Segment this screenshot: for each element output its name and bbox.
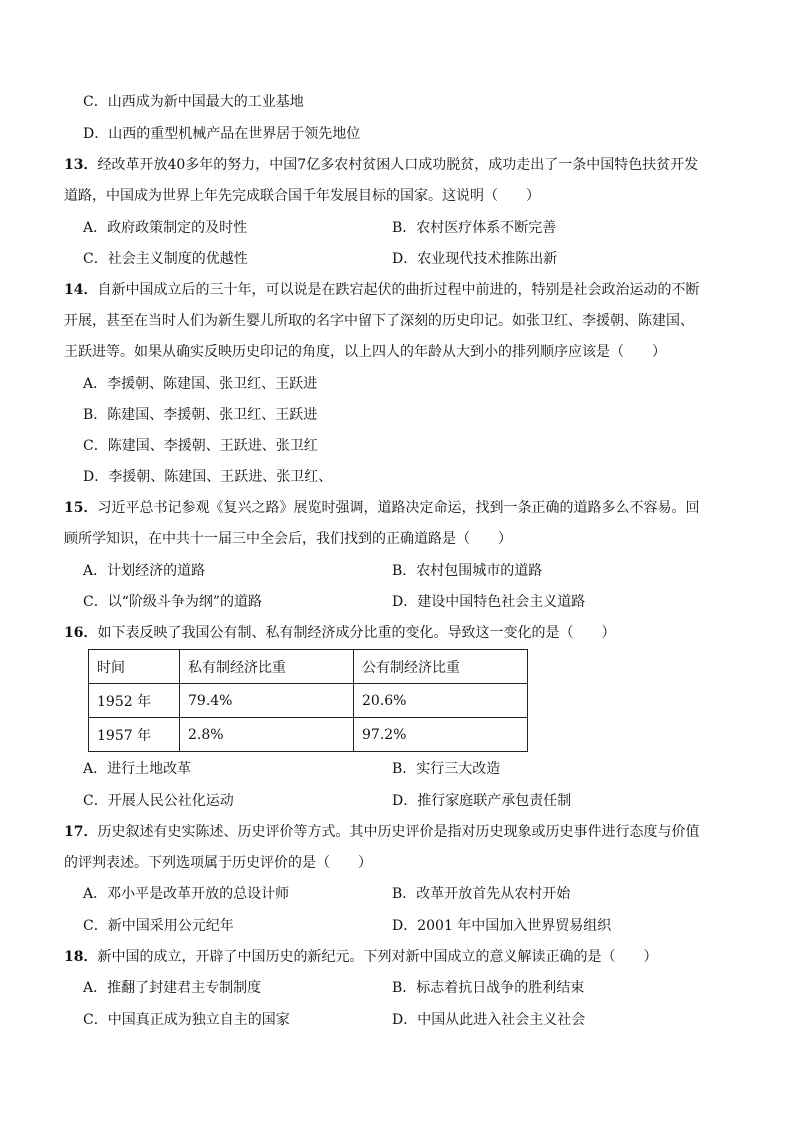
- economy-ratio-table: [88, 649, 528, 752]
- table-cell: 2.8%: [180, 718, 354, 752]
- q18-option-b: B．标志着抗日战争的胜利结束: [392, 980, 585, 996]
- q15-option-c: C．以“阶级斗争为纲”的道路: [83, 594, 263, 610]
- q13-stem-text-1: 经改革开放40多年的努力，中国7亿多农村贫困人口成功脱贫，成功走出了一条中国特色扶贫开发: [97, 157, 699, 173]
- q18-stem-text-1: 新中国的成立，开辟了中国历史的新纪元。下列对新中国成立的意义解读正确的是（ ）: [97, 949, 658, 965]
- table-header-row: [89, 650, 528, 684]
- q15-option-d: D．建设中国特色社会主义道路: [392, 594, 586, 610]
- table-row: [89, 684, 528, 718]
- q16-number: 16．: [64, 625, 98, 641]
- q14-option-d: D．李援朝、陈建国、王跃进、张卫红、: [83, 469, 333, 485]
- q18-option-c: C．中国真正成为独立自主的国家: [83, 1012, 290, 1028]
- q17-stem-line-2: 的评判表述。下列选项属于历史评价的是（ ）: [64, 855, 372, 871]
- q16-option-c: C．开展人民公社化运动: [83, 793, 234, 809]
- q17-option-d: D．2001 年中国加入世界贸易组织: [392, 918, 612, 934]
- q17-stem-text-1: 历史叙述有史实陈述、历史评价等方式。其中历史评价是指对历史现象或历史事件进行态度与价值: [97, 824, 700, 840]
- table-cell: 1952 年: [89, 684, 180, 718]
- q13-option-b: B．农村医疗体系不断完善: [392, 220, 557, 236]
- q18-number: 18．: [64, 949, 98, 965]
- q18-option-d: D．中国从此进入社会主义社会: [392, 1012, 586, 1028]
- q12-option-d: D．山西的重型机械产品在世界居于领先地位: [83, 126, 361, 142]
- table-header-cell: 私有制经济比重: [180, 650, 354, 684]
- q16-option-b: B．实行三大改造: [392, 761, 501, 777]
- q18-stem-line-1: [64, 947, 657, 967]
- q14-option-c: C．陈建国、李援朝、王跃进、张卫红: [83, 438, 318, 454]
- table-row: [89, 718, 528, 752]
- q13-stem-line-2: 道路，中国成为世界上年先完成联合国千年发展目标的国家。这说明（ ）: [64, 188, 540, 204]
- table-header-cell: 公有制经济比重: [354, 650, 528, 684]
- table-cell: 79.4%: [180, 684, 354, 718]
- table-cell: 1957 年: [89, 718, 180, 752]
- q13-stem-line-1: [64, 155, 698, 175]
- q17-option-c: C．新中国采用公元纪年: [83, 918, 234, 934]
- q14-option-b: B．陈建国、李援朝、张卫红、王跃进: [83, 407, 318, 423]
- q14-option-a: A．李援朝、陈建国、张卫红、王跃进: [83, 376, 318, 392]
- q14-stem-text-1: 自新中国成立后的三十年，可以说是在跌宕起伏的曲折过程中前进的，特别是社会政治运动的不断: [97, 282, 700, 298]
- q14-stem-line-2: 开展，甚至在当时人们为新生婴儿所取的名字中留下了深刻的历史印记。如张卫红、李援朝、陈建国、: [64, 313, 694, 329]
- q15-stem-text-1: 习近平总书记参观《复兴之路》展览时强调，道路决定命运，找到一条正确的道路多么不容易。回: [97, 500, 700, 516]
- table-header-cell: 时间: [89, 650, 180, 684]
- q17-number: 17．: [64, 824, 98, 840]
- q18-option-a: A．推翻了封建君主专制制度: [83, 980, 262, 996]
- q14-stem-line-3: 王跃进等。如果从确实反映历史印记的角度，以上四人的年龄从大到小的排列顺序应该是（ ）: [64, 344, 666, 360]
- q15-number: 15．: [64, 500, 98, 516]
- q15-stem-line-1: [64, 498, 699, 518]
- q17-stem-line-1: [64, 822, 699, 842]
- q13-option-a: A．政府政策制定的及时性: [83, 220, 248, 236]
- q17-option-a: A．邓小平是改革开放的总设计师: [83, 886, 290, 902]
- q15-option-a: A．计划经济的道路: [83, 563, 206, 579]
- q16-option-d: D．推行家庭联产承包责任制: [392, 793, 572, 809]
- q13-option-c: C．社会主义制度的优越性: [83, 251, 248, 267]
- q14-stem-line-1: [64, 280, 699, 300]
- q16-stem-text-1: 如下表反映了我国公有制、私有制经济成分比重的变化。导致这一变化的是（ ）: [97, 625, 616, 641]
- table-cell: 97.2%: [354, 718, 528, 752]
- q14-number: 14．: [64, 282, 98, 298]
- q13-number: 13．: [64, 157, 98, 173]
- table-cell: 20.6%: [354, 684, 528, 718]
- q16-option-a: A．进行土地改革: [83, 761, 192, 777]
- q16-stem-line-1: [64, 623, 615, 643]
- q13-option-d: D．农业现代技术推陈出新: [392, 251, 558, 267]
- q15-stem-line-2: 顾所学知识，在中共十一届三中全会后，我们找到的正确道路是（ ）: [64, 531, 512, 547]
- q15-option-b: B．农村包围城市的道路: [392, 563, 543, 579]
- q12-option-c: C．山西成为新中国最大的工业基地: [83, 94, 304, 110]
- q17-option-b: B．改革开放首先从农村开始: [392, 886, 571, 902]
